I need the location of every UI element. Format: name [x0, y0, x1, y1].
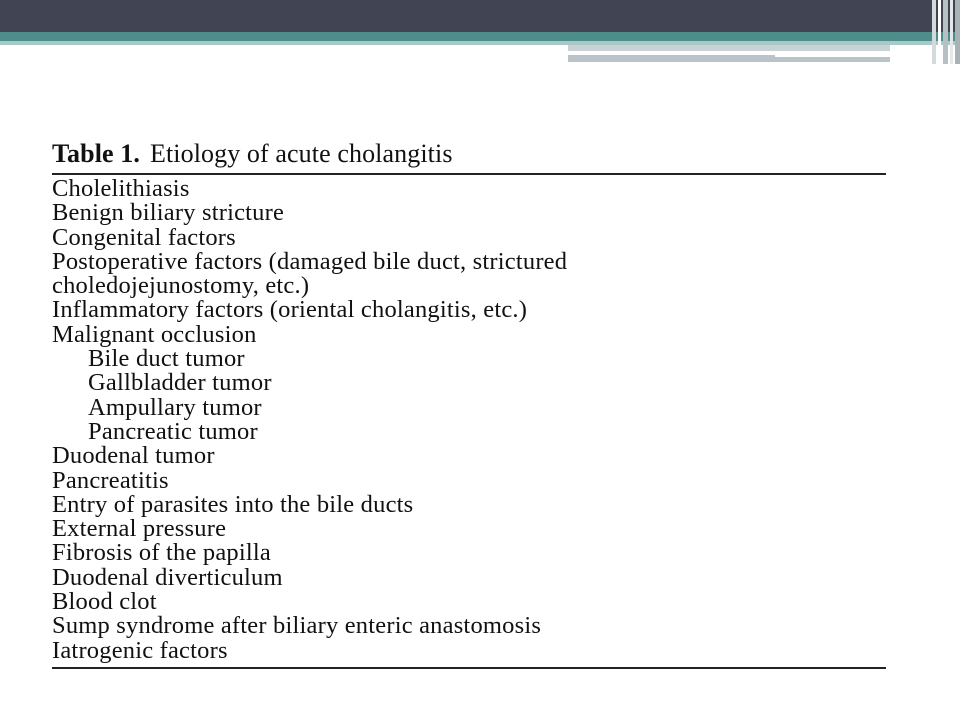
- table-row: Pancreatitis: [52, 466, 169, 494]
- table-row: Pancreatic tumor: [88, 417, 258, 445]
- table-label: Table 1.: [52, 139, 140, 168]
- slide-decor-vbar: [943, 0, 948, 64]
- table-row: Sump syndrome after biliary enteric anastomosis: [52, 612, 542, 640]
- table-row: Cholelithiasis: [52, 175, 190, 202]
- slide-decor-vbar: [932, 0, 936, 64]
- table-bottom-rule: [52, 667, 886, 669]
- slide-decor-vbar: [938, 0, 941, 64]
- slide-header-bar: [0, 0, 960, 32]
- table-row: Duodenal tumor: [52, 442, 215, 470]
- table-row: Bile duct tumor: [88, 345, 245, 373]
- etiology-table: [52, 138, 886, 669]
- table-row: Inflammatory factors (oriental cholangitis, etc.): [52, 296, 528, 324]
- table-row: Benign biliary stricture: [52, 199, 285, 227]
- table-rows: [52, 177, 886, 663]
- table-row: choledojejunostomy, etc.): [52, 272, 310, 300]
- slide-decor-bar-3: [775, 55, 890, 57]
- table-row: Iatrogenic factors: [52, 636, 228, 664]
- slide-decor-vbar: [955, 0, 960, 64]
- table-caption: [52, 138, 886, 170]
- table-row: Ampullary tumor: [88, 393, 262, 421]
- table-row: Duodenal diverticulum: [52, 563, 283, 591]
- table-row: Blood clot: [52, 588, 157, 616]
- slide-decor-vbar: [950, 0, 953, 64]
- table-row: Malignant occlusion: [52, 320, 257, 348]
- slide-accent-bar: [0, 32, 960, 41]
- table-row: Congenital factors: [52, 223, 236, 251]
- table-row: Entry of parasites into the bile ducts: [52, 490, 414, 518]
- slide-decor-bar-1: [568, 45, 890, 51]
- table-row: External pressure: [52, 515, 227, 543]
- table-row: Fibrosis of the papilla: [52, 539, 271, 567]
- table-row: Gallbladder tumor: [88, 369, 272, 397]
- table-title: Etiology of acute cholangitis: [149, 139, 453, 168]
- table-row: Postoperative factors (damaged bile duct, strictured: [52, 247, 568, 275]
